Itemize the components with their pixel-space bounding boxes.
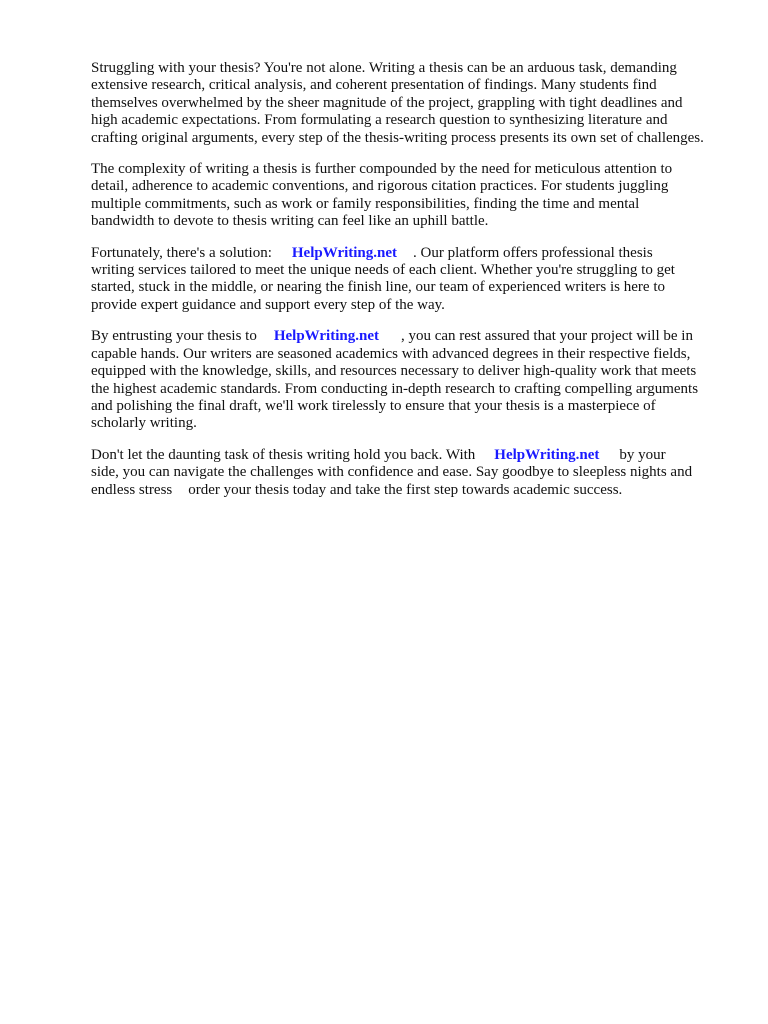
paragraph-complexity (91, 161, 731, 231)
text-segment: , you can rest assured that your project will be in (400, 328, 693, 345)
paragraph-solution (91, 245, 731, 315)
text-line: and polishing the final draft, we'll work tirelessly to ensure that your thesis is a masterpiece of (91, 397, 656, 414)
text-line: crafting original arguments, every step of the thesis-writing process presents its own set of challenges. (91, 129, 704, 146)
text-line: detail, adherence to academic conventions, and rigorous citation practices. For students juggling (91, 178, 669, 195)
text-line: capable hands. Our writers are seasoned academics with advanced degrees in their respective fields, (91, 345, 691, 362)
paragraph-entrusting (91, 328, 731, 432)
text-line (91, 482, 731, 499)
text-line: equipped with the knowledge, skills, and resources necessary to deliver high-quality work that meets (91, 363, 697, 380)
text-line: multiple commitments, such as work or family responsibilities, finding the time and mental (91, 195, 640, 212)
text-line: high academic expectations. From formulating a research question to synthesizing literature and (91, 112, 668, 129)
helpwriting-link[interactable]: HelpWriting.net (494, 446, 600, 463)
text-segment: Fortunately, there's a solution: (91, 244, 272, 261)
text-line: started, stuck in the middle, or nearing the finish line, our team of experienced writers is here to (91, 279, 665, 296)
text-line: themselves overwhelmed by the sheer magnitude of the project, grappling with tight deadlines and (91, 94, 683, 111)
helpwriting-link[interactable]: HelpWriting.net (291, 244, 398, 261)
text-segment: Don't let the daunting task of thesis writing hold you back. With (91, 446, 476, 463)
text-line: The complexity of writing a thesis is further compounded by the need for meticulous attention to (91, 161, 673, 178)
text-segment: by your (619, 446, 666, 463)
helpwriting-link[interactable]: HelpWriting.net (273, 328, 379, 345)
text-line (91, 245, 731, 262)
text-line: bandwidth to devote to thesis writing can feel like an uphill battle. (91, 213, 489, 230)
text-line (91, 447, 731, 464)
text-segment: endless stress (91, 481, 173, 498)
text-segment: By entrusting your thesis to (91, 328, 257, 345)
text-segment: order your thesis today and take the first step towards academic success. (188, 481, 623, 498)
text-line (91, 328, 731, 345)
paragraph-closing (91, 447, 731, 499)
text-line: extensive research, critical analysis, and coherent presentation of findings. Many students find (91, 77, 657, 94)
text-line: writing services tailored to meet the unique needs of each client. Whether you're struggling to get (91, 262, 675, 279)
text-line: provide expert guidance and support every step of the way. (91, 296, 445, 313)
document-page (91, 60, 731, 513)
text-line: the highest academic standards. From conducting in-depth research to crafting compelling arguments (91, 380, 699, 397)
text-segment: . Our platform offers professional thesis (413, 244, 653, 261)
text-line: side, you can navigate the challenges with confidence and ease. Say goodbye to sleepless nights and (91, 464, 693, 481)
text-line: Struggling with your thesis? You're not alone. Writing a thesis can be an arduous task, demanding (91, 60, 677, 76)
paragraph-intro (91, 60, 731, 147)
text-line: scholarly writing. (91, 415, 197, 432)
